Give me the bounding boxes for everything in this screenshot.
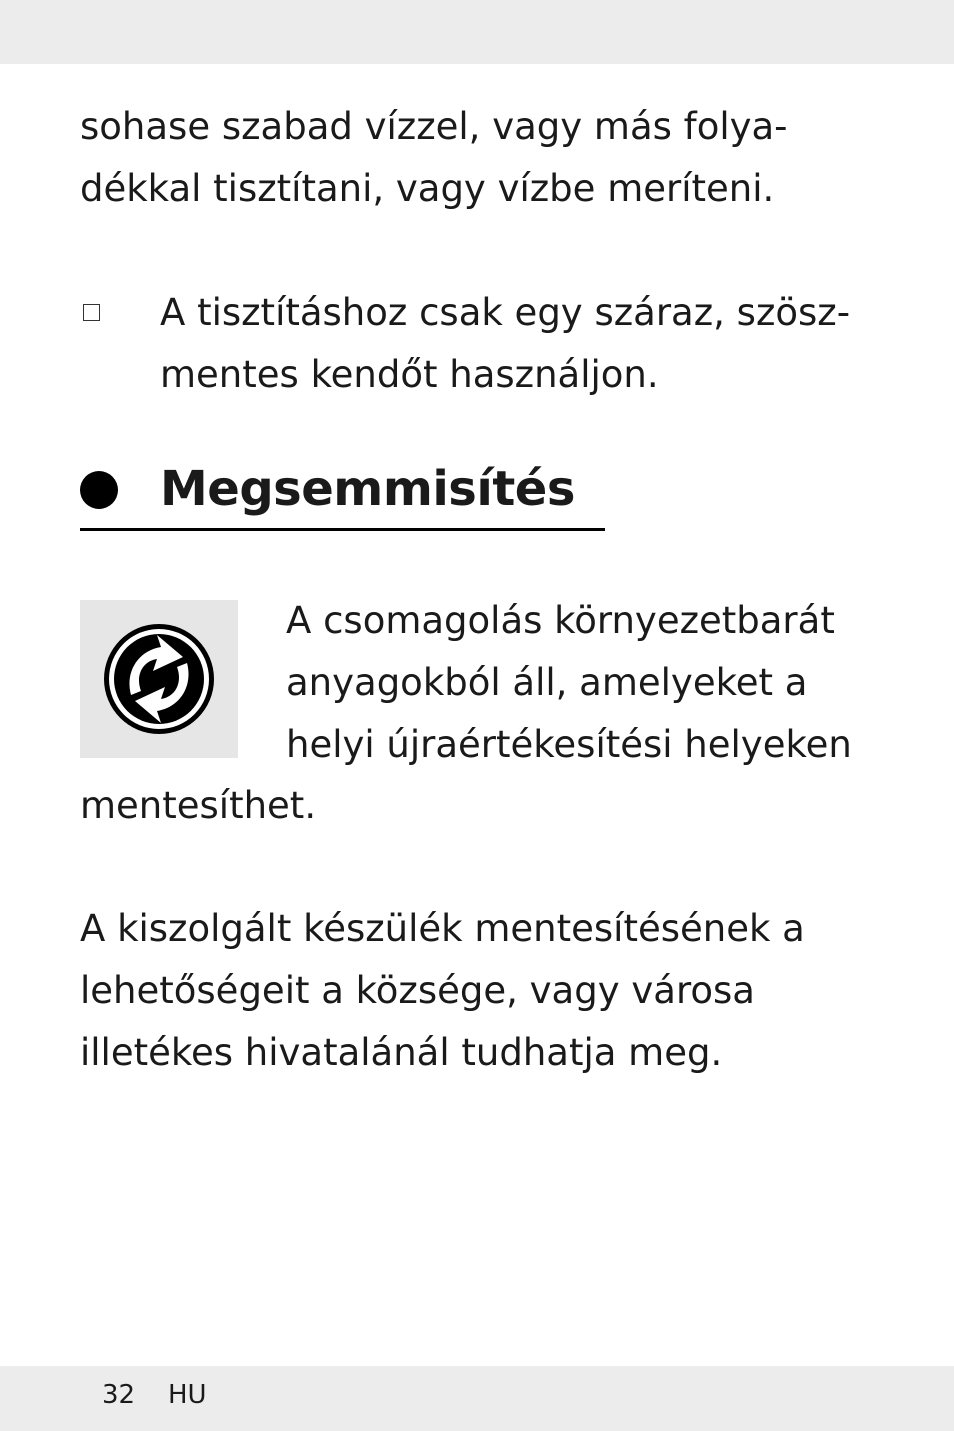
recycling-arrows-graphic xyxy=(101,621,217,737)
page-number: 32 xyxy=(102,1380,136,1410)
filled-circle-icon xyxy=(80,471,118,509)
disposal-paragraph: A kiszolgált készülék mentesítésének a lehetőségeit a községe, vagy városa illetékes hivatalánál tudhatja meg. xyxy=(80,907,805,1074)
checkbox-square-icon xyxy=(83,304,100,321)
packaging-paragraph-continued: mentesíthet. xyxy=(80,784,317,827)
paragraph-cleaning-warning: sohase szabad vízzel, vagy más folya- dékkal tisztítani, vagy vízbe meríteni. xyxy=(80,105,788,210)
section-heading: Megsemmisítés xyxy=(160,461,575,517)
heading-underline xyxy=(80,528,605,531)
language-code: HU xyxy=(168,1380,207,1410)
green-dot-recycling-icon xyxy=(80,600,238,758)
bullet-item-dry-cloth: A tisztításhoz csak egy száraz, szösz- mentes kendőt használjon. xyxy=(160,291,851,396)
header-band xyxy=(0,0,954,64)
footer-band xyxy=(0,1366,954,1431)
packaging-paragraph: A csomagolás környezetbarát anyagokból áll, amelyeket a helyi újraértékesítési helyeken xyxy=(286,599,852,766)
